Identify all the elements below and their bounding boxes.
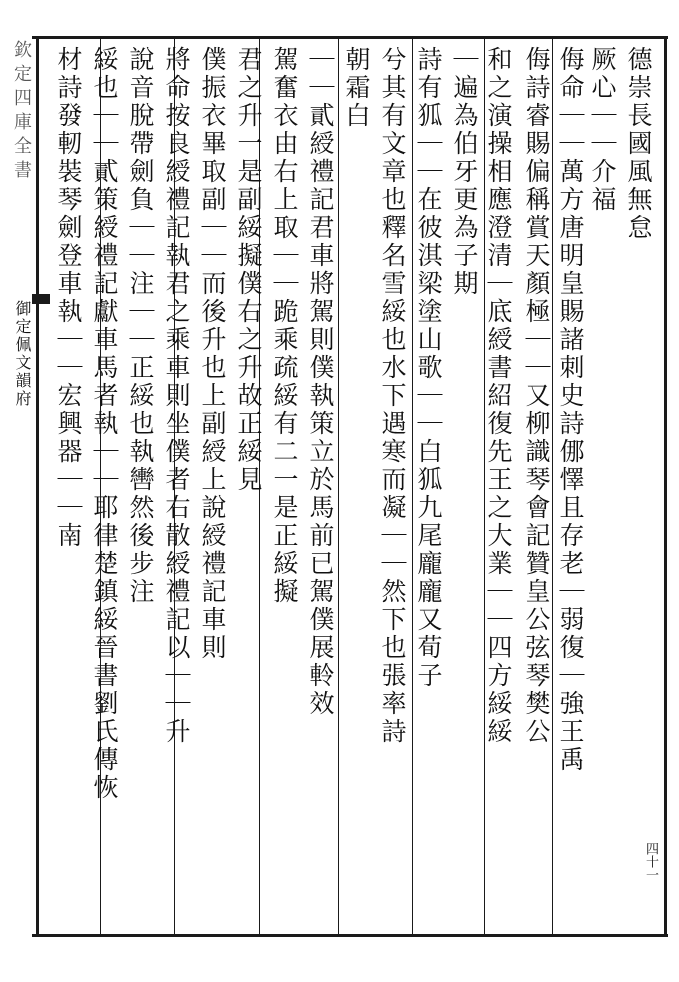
text-column: ｜遍為伯牙更為子期 [450, 46, 479, 298]
text-column: 材詩發軔裝琴劍登車執｜｜宏興器｜｜南 [54, 46, 83, 550]
text-column: 僕振衣畢取副｜｜而後升也上副綬上說綬禮記車則 [198, 46, 227, 662]
text-column: 詩有狐｜｜在彼淇梁塗山歌｜｜白狐九尾龐龐又荀子 [414, 46, 443, 690]
text-column: 厥心｜｜介福 [588, 46, 617, 214]
text-column: 朝霜白 [342, 46, 371, 130]
right-border-rule [664, 36, 667, 937]
text-column: 說音脫帶劍負｜｜注｜｜正綏也執轡然後步注 [126, 46, 155, 606]
fishtail-mark [32, 294, 50, 304]
text-column: 侮詩睿賜偏稱賞天顏極｜｜又柳識琴會記贊皇公弦琴樊公 [522, 46, 551, 746]
text-column: ｜｜貳綬禮記君車將駕則僕執策立於馬前已駕僕展軨效 [306, 46, 335, 718]
text-column: 君之升一是副綏擬僕右之升故正綏見 [234, 46, 263, 494]
margin-book-title: 御定佩文韻府 [13, 300, 32, 408]
text-column: 綏也｜｜貳策綬禮記獻車馬者執｜｜耶律楚鎮綏晉書劉氏傳恢 [90, 46, 119, 802]
text-column: 兮其有文章也釋名雪綏也水下遇寒而凝｜｜然下也張率詩 [378, 46, 407, 746]
text-column: 侮命｜｜萬方唐明皇賜諸刺史詩㑚懌且存老｜弱復｜強王禹 [556, 46, 585, 774]
margin-faded-title: 欽定四庫全書 [11, 40, 32, 184]
text-column: 德崇長國風無怠 [624, 46, 653, 242]
text-column: 和之演操相應澄清｜底綬書紹復先王之大業｜｜四方綏綏 [484, 46, 513, 746]
text-column: 將命按良綬禮記執君之乘車則坐僕者右散綬禮記以｜｜升 [162, 46, 191, 746]
text-column: 駕奮衣由右上取｜｜跪乘疏綏有二一是正綏擬 [270, 46, 299, 606]
left-border-rule [36, 36, 39, 937]
page-number: 四十一 [643, 842, 658, 881]
top-border-rule [32, 36, 668, 39]
